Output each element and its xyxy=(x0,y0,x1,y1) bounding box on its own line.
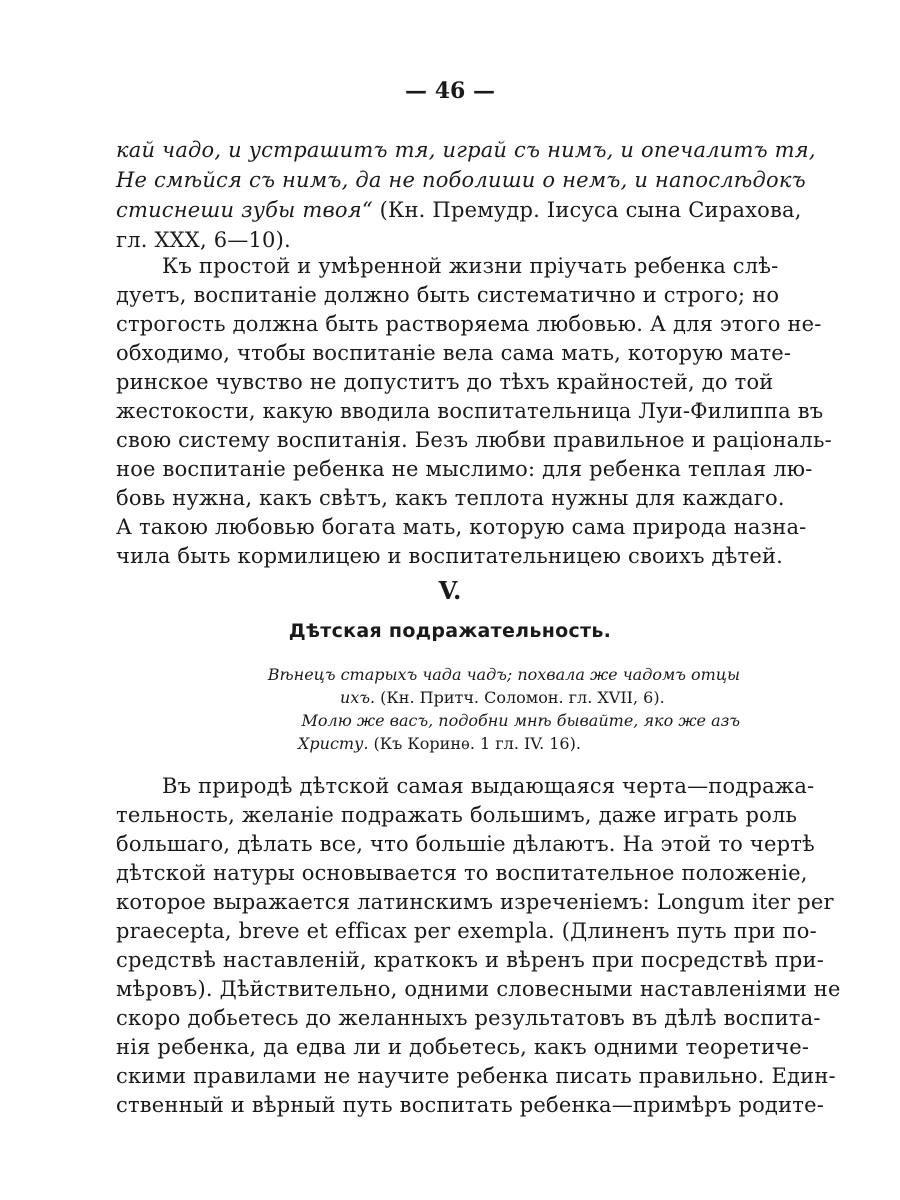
paragraph-line: praecepta, breve et efficax per exempla. (Длиненъ путь при по- xyxy=(116,919,817,943)
paragraph-line: строгость должна быть растворяема любовью. А для этого не- xyxy=(116,312,822,336)
paragraph-line: дуетъ, воспитаніе должно быть систематично и строго; но xyxy=(116,283,780,307)
paragraph-line: тельность, желаніе подражать большимъ, даже играть роль xyxy=(116,803,798,827)
paragraph-line: ное воспитаніе ребенка не мыслимо: для ребенка теплая лю- xyxy=(116,457,813,481)
quote-line: гл. XXX, 6—10). xyxy=(116,228,291,252)
quote-italic-text: стиснеши зубы твоя“ xyxy=(116,198,373,222)
paragraph-line: дѣтской натуры основывается то воспитательное положеніе, xyxy=(116,861,808,885)
paragraph-line: нія ребенка, да едва ли и добьетесь, какъ одними теоретиче- xyxy=(116,1035,810,1059)
epigraph-line: Вѣнецъ старыхъ чада чадъ; похвала же чадомъ отцы xyxy=(267,665,740,684)
paragraph-line: обходимо, чтобы воспитаніе вела сама мать, которую мате- xyxy=(116,341,792,365)
paragraph-line: скими правилами не научите ребенка писать правильно. Един- xyxy=(116,1064,836,1088)
section-title: Дѣтская подражательность. xyxy=(288,620,612,642)
paragraph-line: ственный и вѣрный путь воспитать ребенка—примѣръ родите- xyxy=(116,1093,825,1117)
paragraph-line: свою систему воспитанія. Безъ любви правильное и раціональ- xyxy=(116,428,832,452)
paragraph-line: Въ природѣ дѣтской самая выдающаяся черта—подража- xyxy=(162,774,815,798)
paragraph-line: мѣровъ). Дѣйствительно, одними словесными наставленіями не xyxy=(116,977,841,1001)
epigraph-line: Молю же васъ, подобни мнѣ бывайте, яко же азъ xyxy=(301,711,740,730)
quote-line: кай чадо, и устрашитъ тя, играй съ нимъ, и опечалитъ тя, xyxy=(116,138,816,162)
paragraph-line: большаго, дѣлать все, что большіе дѣлаютъ. На этой то чертѣ xyxy=(116,832,815,856)
epigraph-source: (Кн. Притч. Соломон. гл. XVII, 6). xyxy=(375,688,665,707)
section-numeral: V. xyxy=(438,576,462,605)
quote-source: (Кн. Премудр. Іисуса сына Сирахова, xyxy=(372,198,802,222)
paragraph-line: средствѣ наставленій, краткокъ и вѣренъ при посредствѣ при- xyxy=(116,948,825,972)
paragraph-line: ринское чувство не допуститъ до тѣхъ крайностей, до той xyxy=(116,370,774,394)
paragraph-line: бовь нужна, какъ свѣтъ, какъ теплота нужны для каждаго. xyxy=(116,486,785,510)
paragraph-line: скоро добьетесь до желанныхъ результатовъ въ дѣлѣ воспита- xyxy=(116,1006,821,1030)
epigraph-line xyxy=(298,733,581,755)
epigraph-source: (Къ Коринѳ. 1 гл. IV. 16). xyxy=(368,734,581,753)
paragraph-line: которое выражается латинскимъ изреченіемъ: Longum iter per xyxy=(116,890,834,914)
paragraph-line: А такою любовью богата мать, которую сама природа назна- xyxy=(116,515,807,539)
page-number: — 46 — xyxy=(405,78,495,104)
paragraph-line: чила быть кормилицею и воспитательницею своихъ дѣтей. xyxy=(116,544,784,568)
epigraph-line xyxy=(340,687,665,709)
paragraph-line: жестокости, какую вводила воспитательница Луи-Филиппа въ xyxy=(116,399,824,423)
epigraph-italic-text: Христу. xyxy=(298,734,369,753)
epigraph-italic-text: ихъ. xyxy=(340,688,376,707)
paragraph-line: Къ простой и умѣренной жизни пріучать ребенка слѣ- xyxy=(162,254,779,278)
quote-line xyxy=(116,196,802,224)
quote-line: Не смѣйся съ нимъ, да не поболиши о немъ, и напослѣдокъ xyxy=(116,168,806,192)
